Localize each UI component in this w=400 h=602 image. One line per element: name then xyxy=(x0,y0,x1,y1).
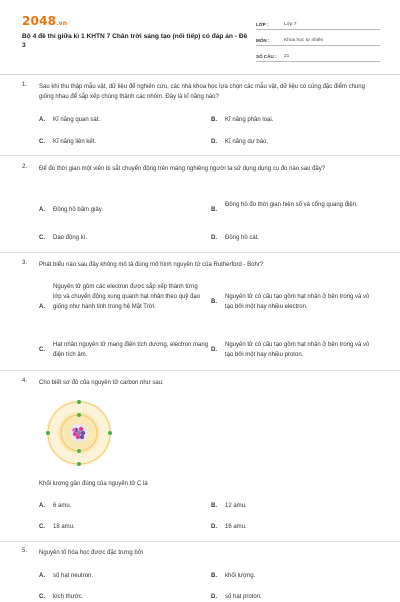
option-letter: C. xyxy=(39,139,45,145)
option-text: Kĩ năng liên kết. xyxy=(53,139,97,145)
option-letter: B. xyxy=(211,503,217,509)
option-letter: A. xyxy=(39,573,45,579)
exam-title: Bộ 4 đề thi giữa kì 1 KHTN 7 Chân trời sáng tạo (nối tiếp) có đáp án - Đề 3 xyxy=(22,33,248,49)
question-number: 4. xyxy=(22,378,28,384)
question-separator xyxy=(0,370,400,371)
question-text: Nguyên tố hóa học được đặc trưng bởi xyxy=(39,550,143,556)
option-letter: D. xyxy=(211,594,217,600)
option-text: kích thước. xyxy=(53,594,84,600)
exam-meta xyxy=(256,16,380,64)
option-text: Kĩ năng quan sát. xyxy=(53,117,101,123)
site-logo[interactable]: 2048.vn xyxy=(22,14,68,28)
meta-value: Khoa học tự nhiên xyxy=(284,38,324,43)
question-separator xyxy=(0,155,400,156)
option-text: Đồng hồ đo thời gian hiện số và cổng quang điện. xyxy=(225,202,358,208)
question-number: 2. xyxy=(22,164,28,170)
option-text: 12 amu. xyxy=(225,503,247,509)
electron xyxy=(77,462,81,466)
question-subtext: Khối lượng gần đúng của nguyên tử C là xyxy=(39,481,148,487)
option-text: số hạt proton. xyxy=(225,594,262,600)
question-text: Cho biết sơ đồ của nguyên tử carbon như sau: xyxy=(39,380,164,386)
electron xyxy=(77,400,81,404)
meta-value: Lớp 7 xyxy=(284,22,297,27)
option-letter: B. xyxy=(211,117,217,123)
question-text: Để đo thời gian một viên bi sắt chuyển động trên máng nghiêng người ta sử dụng dụng cụ đo nào sau đây? xyxy=(39,166,326,172)
option-text: Nguyên tử gồm các electron được sắp xếp thành từng lớp và chuyển động xung quanh hạt nhân theo quỹ đạo giống như hành tinh trong hệ Mặt Trời. xyxy=(53,284,201,310)
option-text: Đồng hồ cát. xyxy=(225,235,260,241)
question-number: 1. xyxy=(22,82,28,88)
option-letter: C. xyxy=(39,235,45,241)
electron xyxy=(46,431,50,435)
option-text: Nguyên tử có cấu tạo gồm hạt nhân ở bên trong và vỏ tạo bởi một hay nhiều proton. xyxy=(225,342,370,358)
option-letter: C. xyxy=(39,594,45,600)
meta-key: SỐ CÂU : xyxy=(256,54,277,59)
carbon-atom-diagram xyxy=(44,398,114,468)
option-letter: C. xyxy=(39,524,45,530)
option-letter: D. xyxy=(211,524,217,530)
option-text: Dao động kí. xyxy=(53,235,88,241)
meta-key: LỚP : xyxy=(256,22,269,27)
option-text: khối lượng. xyxy=(225,573,256,579)
question-number: 5. xyxy=(22,548,28,554)
option-letter: B. xyxy=(211,573,217,579)
option-letter: C. xyxy=(39,347,45,353)
electron xyxy=(77,413,81,417)
option-letter: D. xyxy=(211,347,217,353)
option-text: Kĩ năng dự báo. xyxy=(225,139,269,145)
option-letter: A. xyxy=(39,304,45,310)
option-letter: A. xyxy=(39,117,45,123)
meta-key: MÔN : xyxy=(256,38,270,43)
option-letter: A. xyxy=(39,503,45,509)
question-text: Sau khi thu thập mẫu vật, dữ liệu để nghiên cứu, các nhà khoa học lựa chọn các mẫu vật, dữ liệu có cùng đặc điểm chung giống nhau để sắp xếp chúng thành các nhóm. Đây là kĩ năng nào? xyxy=(39,84,365,100)
option-text: Đồng hồ bấm giây. xyxy=(53,207,103,213)
option-text: Hạt nhân nguyên tử mang điện tích dương, electron mang điện tích âm. xyxy=(53,342,209,358)
option-text: 18 amu. xyxy=(53,524,75,530)
meta-row-count xyxy=(256,48,380,62)
electron xyxy=(77,449,81,453)
question-text: Phát biểu nào sau đây không mô tả đúng mô hình nguyên tử của Rutherford - Bohr? xyxy=(39,262,264,268)
electron xyxy=(108,431,112,435)
option-letter: D. xyxy=(211,139,217,145)
meta-value: 21 xyxy=(284,54,290,59)
option-text: Kĩ năng phân loại. xyxy=(225,117,274,123)
option-letter: D. xyxy=(211,235,217,241)
meta-row-subject xyxy=(256,32,380,46)
option-letter: B. xyxy=(211,299,217,305)
question-separator xyxy=(0,252,400,253)
page-header xyxy=(0,0,400,70)
header-divider xyxy=(0,74,400,75)
option-letter: B. xyxy=(211,207,217,213)
option-text: Nguyên tử có cấu tạo gồm hạt nhân ở bên trong và vỏ tạo bởi một hay nhiều electron. xyxy=(225,294,370,310)
option-text: 6 amu. xyxy=(53,503,72,509)
option-text: số hạt neutron. xyxy=(53,573,94,579)
option-letter: A. xyxy=(39,207,45,213)
question-number: 3. xyxy=(22,260,28,266)
option-text: 16 amu. xyxy=(225,524,247,530)
meta-row-grade xyxy=(256,16,380,30)
question-separator xyxy=(0,541,400,542)
